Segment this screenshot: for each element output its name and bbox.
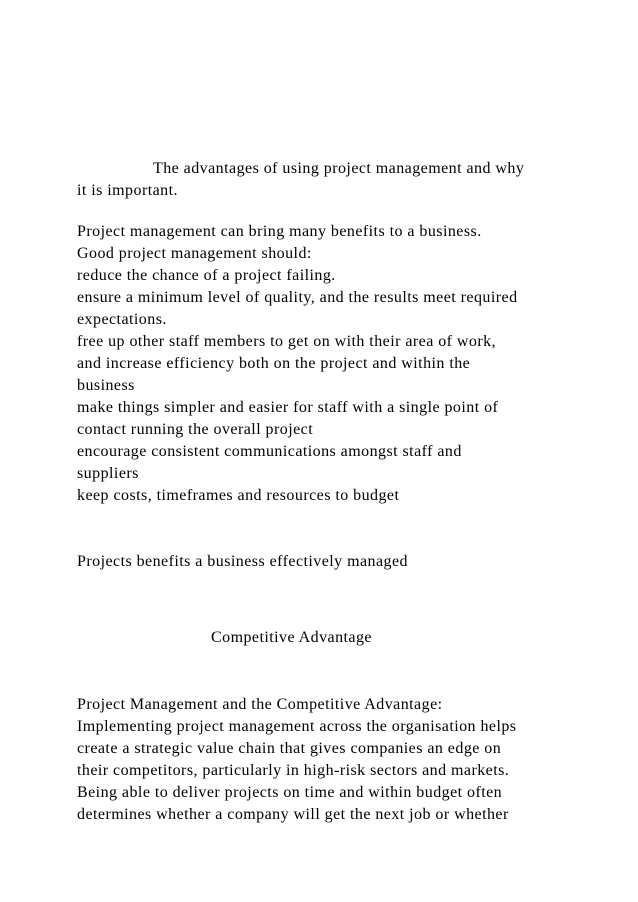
paragraph-line: their competitors, particularly in high-risk sectors and markets. xyxy=(77,762,510,779)
list-heading: Good project management should: xyxy=(77,245,312,262)
benefit-line: make things simpler and easier for staff with a single point of xyxy=(77,399,499,416)
benefit-line: ensure a minimum level of quality, and the results meet required xyxy=(77,289,518,306)
benefit-line: contact running the overall project xyxy=(77,421,314,438)
document-title-continuation: it is important. xyxy=(77,182,178,199)
paragraph-line: Being able to deliver projects on time and within budget often xyxy=(77,784,503,801)
benefit-line: keep costs, timeframes and resources to budget xyxy=(77,487,400,504)
benefit-line: business xyxy=(77,377,135,394)
intro-sentence: Project management can bring many benefits to a business. xyxy=(77,223,482,240)
benefit-line: suppliers xyxy=(77,465,139,482)
benefit-line: reduce the chance of a project failing. xyxy=(77,267,336,284)
paragraph-line: Implementing project management across the organisation helps xyxy=(77,718,517,735)
paragraph-line: create a strategic value chain that gives companies an edge on xyxy=(77,740,502,757)
paragraph-line: Project Management and the Competitive Advantage: xyxy=(77,696,443,713)
diagram-caption: Projects benefits a business effectively managed xyxy=(77,553,408,570)
section-heading: Competitive Advantage xyxy=(211,629,372,646)
benefit-line: expectations. xyxy=(77,311,167,328)
benefit-line: encourage consistent communications amongst staff and xyxy=(77,443,462,460)
paragraph-line: determines whether a company will get the next job or whether xyxy=(77,806,509,823)
benefit-line: free up other staff members to get on with their area of work, xyxy=(77,333,497,350)
benefit-line: and increase efficiency both on the project and within the xyxy=(77,355,471,372)
document-title: The advantages of using project management and why xyxy=(153,160,525,177)
